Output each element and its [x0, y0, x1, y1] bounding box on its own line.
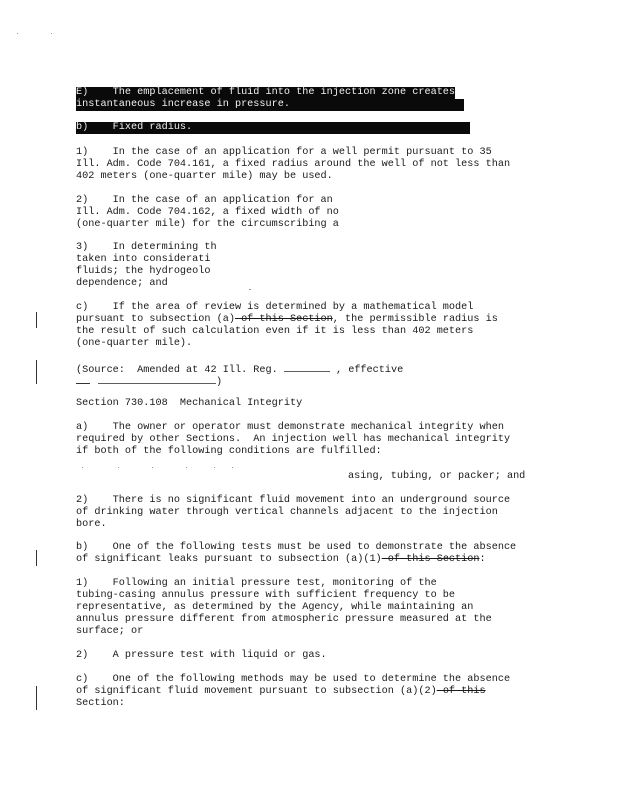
- paragraph-line: 2) There is no significant fluid movement into an underground source: [76, 495, 511, 506]
- highlighted-line: instantaneous increase in pressure.: [76, 99, 464, 111]
- paragraph-line: (one-quarter mile).: [76, 338, 193, 349]
- scan-speck: [232, 467, 233, 468]
- scan-speck: [186, 467, 187, 468]
- paragraph-line: pursuant to subsection (a) of this Section, the permissible radius is: [76, 314, 498, 325]
- paragraph-line: of significant fluid movement pursuant to subsection (a)(2) of this: [76, 686, 486, 697]
- struck-text: of this Section: [381, 554, 480, 565]
- change-bar: [36, 360, 37, 384]
- highlighted-line: b) Fixed radius.: [76, 122, 470, 134]
- paragraph-line: representative, as determined by the Agency, while maintaining an: [76, 602, 474, 613]
- change-bar: [36, 686, 37, 710]
- paragraph-line: Ill. Adm. Code 704.161, a fixed radius around the well of not less than: [76, 159, 511, 170]
- scan-speck: [17, 33, 18, 34]
- scan-speck: [214, 467, 215, 468]
- blank-field: [98, 374, 216, 384]
- paragraph-line: 1) In the case of an application for a well permit pursuant to 35: [76, 147, 492, 158]
- paragraph-line: 2) A pressure test with liquid or gas.: [76, 650, 327, 661]
- struck-text: of this: [436, 686, 486, 697]
- paragraph-line: 3) In determining th: [76, 242, 217, 253]
- paragraph-line: the result of such calculation even if it is less than 402 meters: [76, 326, 474, 337]
- change-bar: [36, 550, 37, 566]
- scan-speck: [118, 467, 119, 468]
- paragraph-line: bore.: [76, 519, 107, 530]
- paragraph-line: 1) Following an initial pressure test, monitoring of the: [76, 578, 437, 589]
- paragraph-line: tubing-casing annulus pressure with sufficient frequency to be: [76, 590, 456, 601]
- paragraph-line: 2) In the case of an application for an: [76, 195, 333, 206]
- scan-speck: [249, 289, 251, 290]
- blank-field: [76, 374, 90, 384]
- paragraph-line: c) If the area of review is determined by a mathematical model: [76, 302, 474, 313]
- paragraph-line: c) One of the following methods may be used to determine the absence: [76, 674, 511, 685]
- paragraph-line: if both of the following conditions are fulfilled:: [76, 446, 382, 457]
- paragraph-line: fluids; the hydrogeolo: [76, 266, 211, 277]
- blank-field: [284, 362, 330, 372]
- paragraph-line: b) One of the following tests must be used to demonstrate the absence: [76, 542, 517, 553]
- source-note: (Source: Amended at 42 Ill. Reg. , effective: [76, 362, 403, 377]
- section-heading: Section 730.108 Mechanical Integrity: [76, 398, 303, 409]
- scan-speck: [152, 467, 153, 468]
- paragraph-line: taken into considerati: [76, 254, 211, 265]
- scan-speck: [82, 467, 83, 468]
- paragraph-line: Ill. Adm. Code 704.162, a fixed width of no: [76, 207, 339, 218]
- paragraph-line: asing, tubing, or packer; and: [348, 471, 526, 482]
- paragraph-line: of drinking water through vertical channels adjacent to the injection: [76, 507, 498, 518]
- paragraph-line: of significant leaks pursuant to subsection (a)(1) of this Section:: [76, 554, 486, 565]
- change-bar: [36, 312, 37, 328]
- paragraph-line: Section:: [76, 698, 125, 709]
- paragraph-line: annulus pressure different from atmospheric pressure measured at the: [76, 614, 492, 625]
- paragraph-line: 402 meters (one-quarter mile) may be used.: [76, 171, 333, 182]
- paragraph-line: dependence; and: [76, 278, 168, 289]
- highlighted-line: E) The emplacement of fluid into the injection zone creates: [76, 87, 456, 98]
- paragraph-line: required by other Sections. An injection well has mechanical integrity: [76, 434, 511, 445]
- struck-text: of this Section: [234, 314, 333, 325]
- paragraph-line: (one-quarter mile) for the circumscribing a: [76, 219, 339, 230]
- paragraph-line: surface; or: [76, 626, 144, 637]
- scan-speck: [51, 33, 52, 34]
- source-note: ): [76, 374, 222, 389]
- paragraph-line: a) The owner or operator must demonstrate mechanical integrity when: [76, 422, 504, 433]
